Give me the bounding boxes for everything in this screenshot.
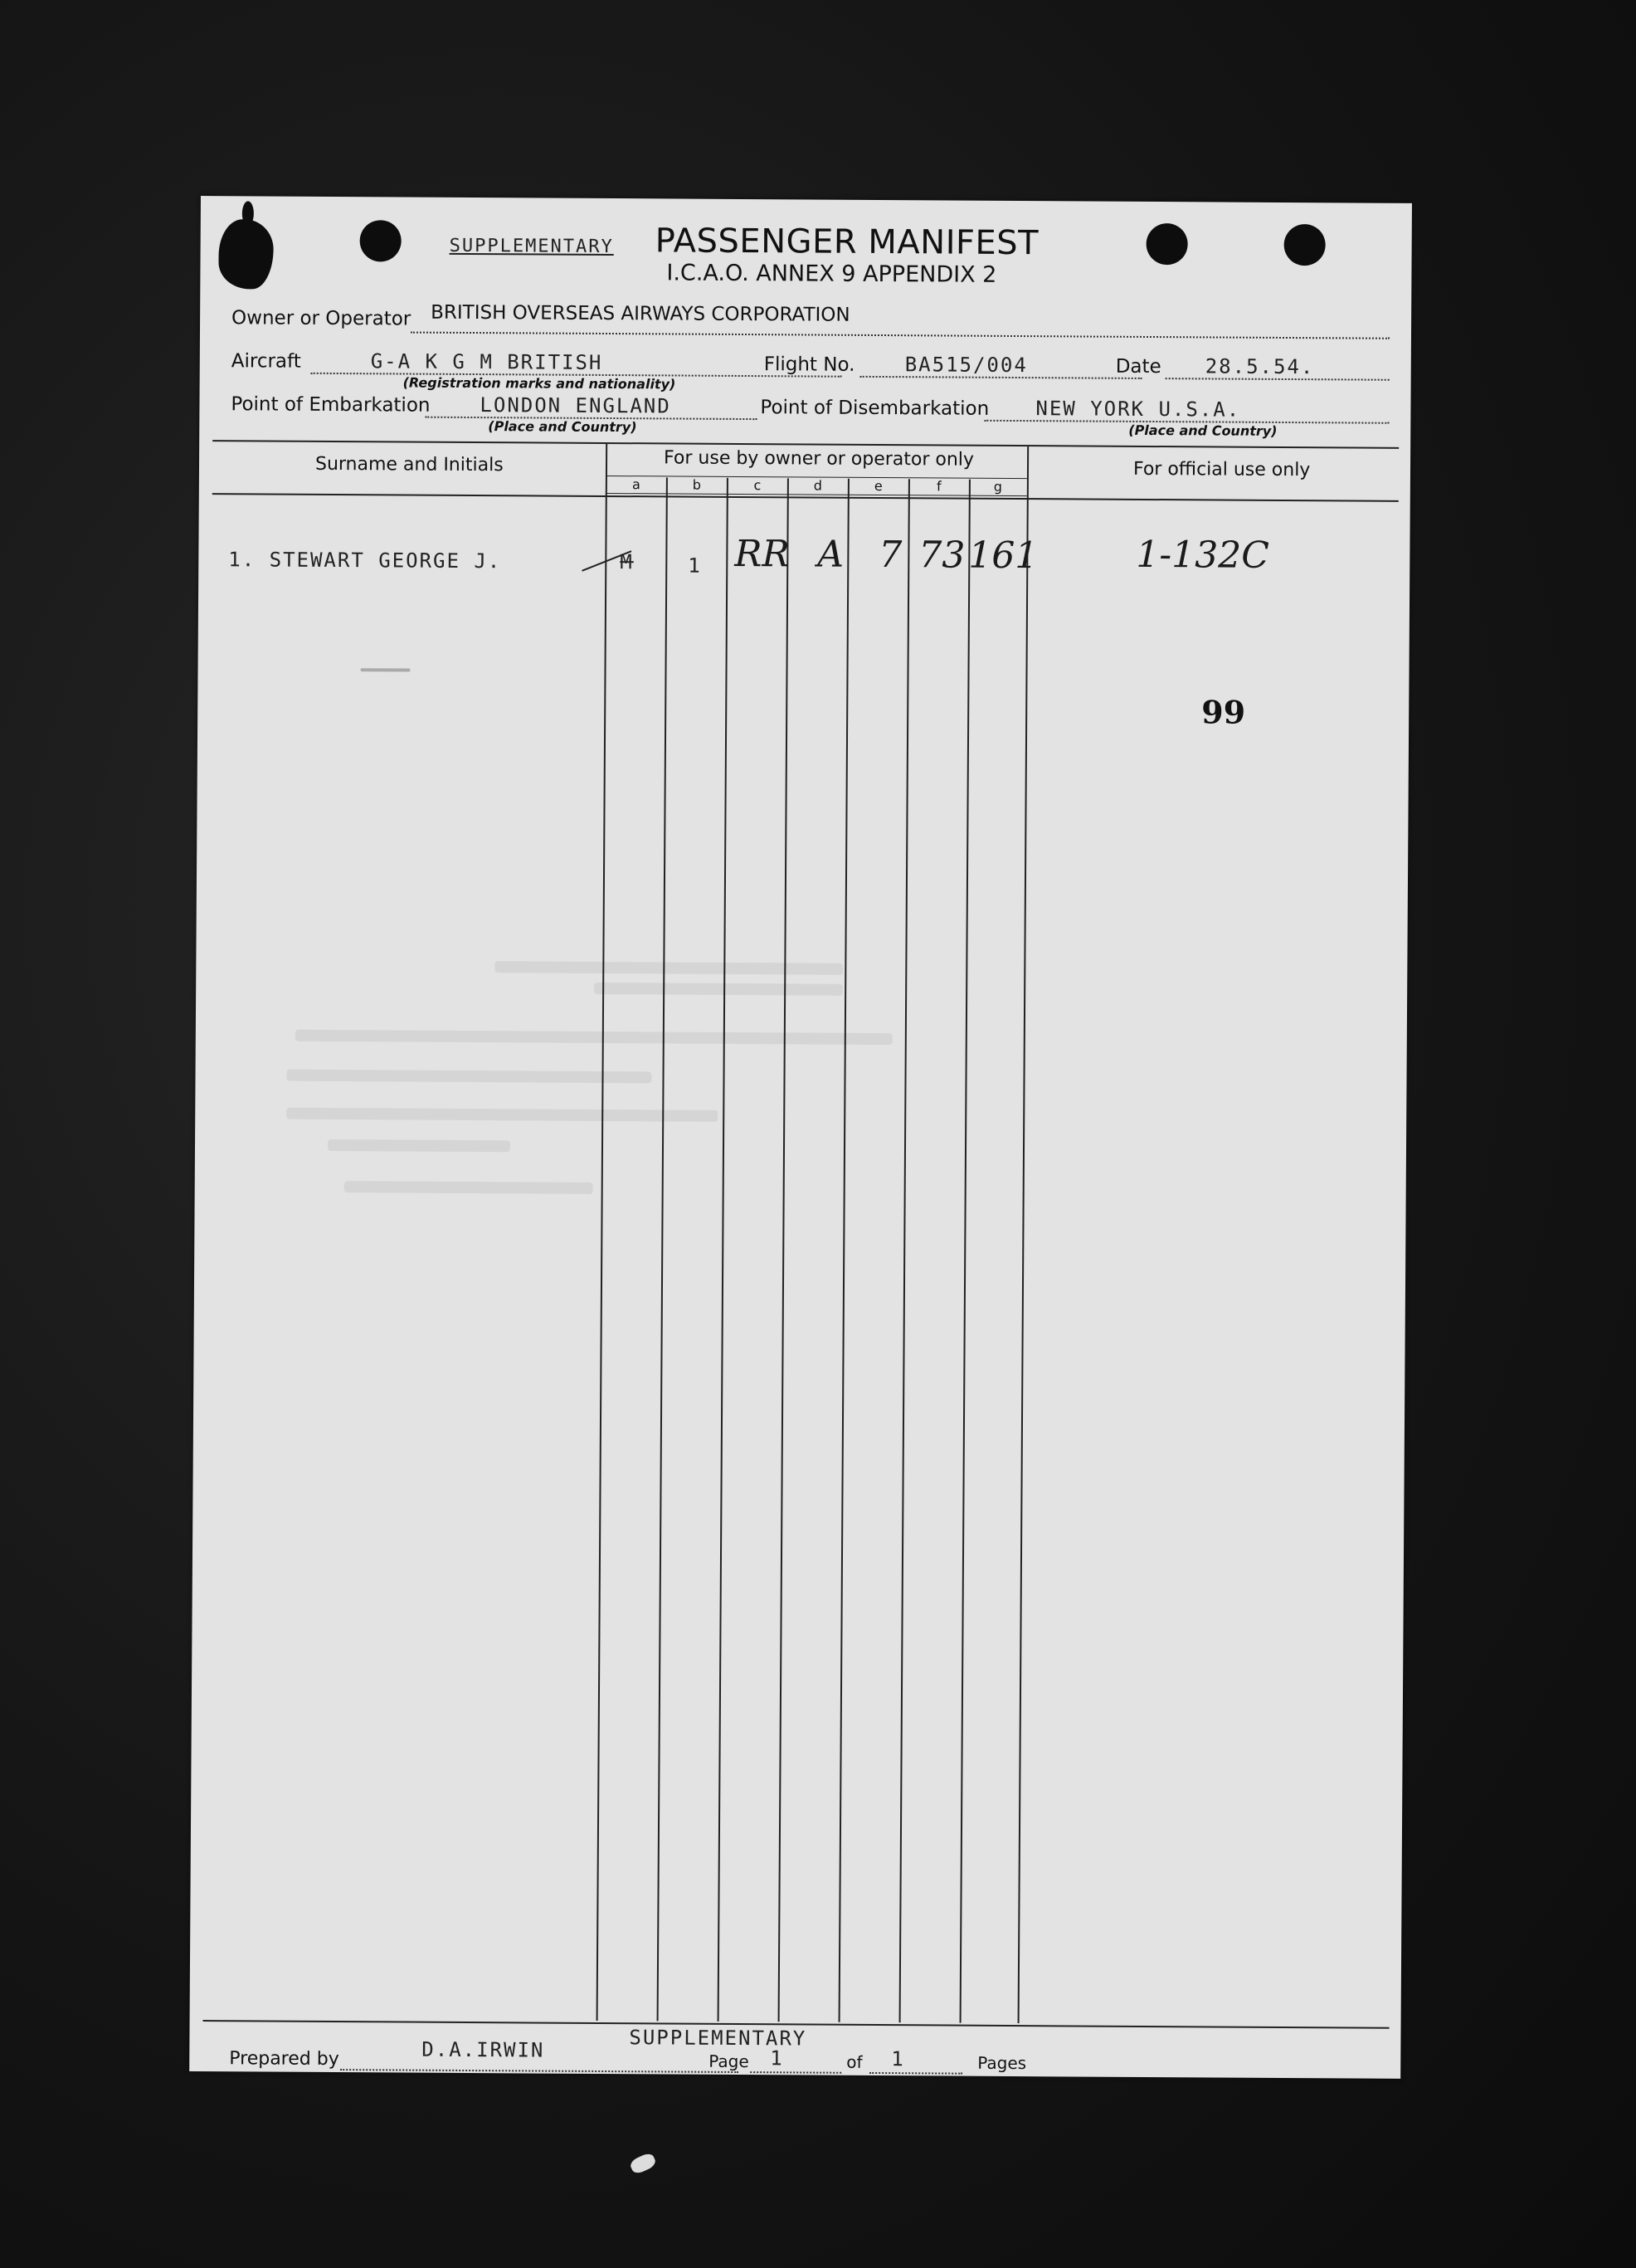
table-row-col-f: 73 — [918, 534, 966, 577]
disembarkation-value: NEW YORK U.S.A. — [1035, 397, 1241, 422]
owner-value: BRITISH OVERSEAS AIRWAYS CORPORATION — [431, 301, 850, 326]
prepared-by-label: Prepared by — [229, 2048, 339, 2070]
page-subtitle: I.C.A.O. ANNEX 9 APPENDIX 2 — [666, 260, 997, 288]
embarkation-note: (Place and Country) — [488, 418, 637, 436]
col-divider-d — [839, 479, 850, 2022]
table-row-col-g: 161 — [968, 534, 1039, 578]
page-total: 1 — [891, 2047, 905, 2071]
of-label: of — [846, 2051, 863, 2072]
aircraft-label: Aircraft — [231, 350, 301, 373]
punch-hole-right-2 — [1284, 224, 1326, 266]
punch-hole-right-1 — [1147, 223, 1188, 265]
table-row-name: 1. STEWART GEORGE J. — [228, 548, 502, 573]
col-divider-c — [778, 478, 789, 2022]
subcol-a: a — [631, 476, 640, 493]
embarkation-value: LONDON ENGLAND — [480, 393, 671, 418]
table-row-col-c: RR — [734, 532, 790, 576]
prepared-by-value: D.A.IRWIN — [421, 2037, 545, 2062]
col-divider-name — [596, 444, 608, 2021]
date-label: Date — [1115, 355, 1161, 378]
subcol-g: g — [993, 478, 1003, 495]
table-top-rule — [212, 440, 1399, 449]
subcol-d: d — [813, 477, 823, 494]
col-header-name: Surname and Initials — [314, 453, 504, 476]
embarkation-label: Point of Embarkation — [231, 393, 431, 417]
supplementary-stamp-footer: SUPPLEMENTARY — [629, 2026, 807, 2051]
manifest-sheet — [189, 196, 1412, 2079]
subcol-b: b — [692, 476, 702, 493]
ink-blot-hole — [218, 219, 274, 289]
table-row-col-b: 1 — [688, 554, 702, 578]
page-title: PASSENGER MANIFEST — [655, 222, 1040, 263]
aircraft-value: G-A K G M BRITISH — [370, 349, 603, 374]
col-divider-f — [960, 480, 971, 2023]
supplementary-stamp-header: SUPPLEMENTARY — [449, 235, 614, 258]
disembarkation-note: (Place and Country) — [1128, 422, 1278, 439]
col-header-owner: For use by owner or operator only — [664, 447, 975, 471]
stamp-number: 99 — [1201, 693, 1246, 731]
pages-label: Pages — [977, 2052, 1027, 2074]
subcol-e: e — [874, 477, 883, 495]
date-value: 28.5.54. — [1205, 354, 1315, 379]
table-row-col-a: M — [620, 550, 634, 574]
table-row-official: 1-132C — [1136, 533, 1270, 577]
subcol-c: c — [753, 477, 762, 494]
col-header-official: For official use only — [1132, 458, 1311, 481]
owner-label: Owner or Operator — [231, 307, 411, 330]
table-row-col-e: 7 — [879, 534, 903, 577]
flight-label: Flight No. — [763, 354, 855, 376]
subcol-f: f — [936, 478, 942, 495]
col-divider-b — [718, 478, 728, 2022]
disembarkation-label: Point of Disembarkation — [760, 397, 990, 420]
page-number: 1 — [770, 2046, 784, 2070]
page-label: Page — [708, 2051, 749, 2072]
col-divider-a — [657, 477, 668, 2021]
col-divider-official — [1018, 446, 1030, 2023]
aircraft-note: (Registration marks and nationality) — [402, 374, 676, 393]
table-row-col-d: A — [817, 533, 845, 576]
flight-value: BA515/004 — [904, 353, 1028, 378]
col-divider-e — [899, 479, 910, 2022]
punch-hole-left — [360, 220, 402, 261]
